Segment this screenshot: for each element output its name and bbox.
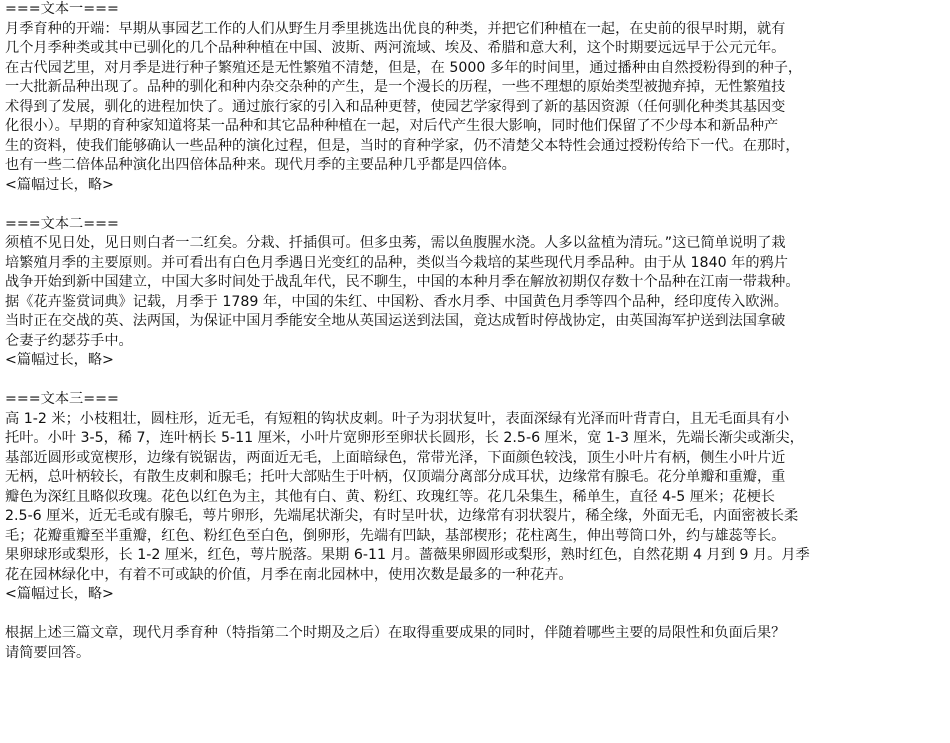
omitted-note: <篇幅过长，略> xyxy=(5,352,114,368)
paragraph-line: 基部近圆形或宽楔形，边缘有锐锯齿，两面近无毛，上面暗绿色，常带光泽，下面颜色较浅，顶生小叶片有柄，侧生小叶片近 xyxy=(5,449,786,466)
paragraph-line: 瓣色为深红且略似玫瑰。花色以红色为主，其他有白、黄、粉红、玫瑰红等。花几朵集生，稀单生，直径 4-5 厘米；花梗长 xyxy=(5,488,775,505)
blank-line xyxy=(5,605,944,625)
paragraph-line: 高 1-2 米；小枝粗壮，圆柱形，近无毛，有短粗的钩状皮刺。叶子为羽状复叶，表面深绿有光泽而叶背青白，且无毛面具有小 xyxy=(5,410,790,427)
paragraph-line: 2.5-6 厘米，近无毛或有腺毛，萼片卵形，先端尾状渐尖，有时呈叶状，边缘常有羽状裂片，稀全缘，外面无毛，内面密被长柔 xyxy=(5,508,799,524)
paragraph-line: 仑妻子约瑟芬手中。 xyxy=(5,332,133,349)
omitted-note: <篇幅过长，略> xyxy=(5,586,114,602)
paragraph-line: 在古代园艺里，对月季是进行种子繁殖还是无性繁殖不清楚，但是，在 5000 多年的时间里，通过播种由自然授粉得到的种子， xyxy=(5,59,803,76)
paragraph-line: 果卵球形或梨形，长 1-2 厘米，红色，萼片脱落。果期 6-11 月。蔷薇果卵圆形或梨形，熟时红色，自然花期 4 月到 9 月。月季 xyxy=(5,547,810,563)
paragraph-line: 培繁殖月季的主要原则。并可看出有白色月季遇日光变红的品种，类似当今栽培的某些现代月季品种。由于从 1840 年的鸦片 xyxy=(5,254,788,271)
section-header: ===文本三=== xyxy=(5,391,119,407)
paragraph-line: 一大批新品种出现了。品种的驯化和种内杂交杂种的产生，是一个漫长的历程，一些不理想的原始类型被抛弃掉，无性繁殖技 xyxy=(5,79,786,95)
paragraph-line: 生的资料，使我们能够确认一些品种的演化过程，但是，当时的育种学家，仍不清楚父本特性会通过授粉传给下一代。在那时， xyxy=(5,137,800,154)
section-header: ===文本一=== xyxy=(5,1,119,17)
paragraph-line: 托叶。小叶 3-5，稀 7，连叶柄长 5-11 厘米，小叶片宽卵形至卵状长圆形，长 2.5-6 厘米，宽 1-3 厘米，先端长渐尖或渐尖， xyxy=(5,430,804,446)
paragraph-line: 月季育种的开端：早期从事园艺工作的人们从野生月季里挑选出优良的种类，并把它们种植在一起，在史前的很早时期，就有 xyxy=(5,20,786,37)
paragraph-line: 几个月季种类或其中已驯化的几个品种种植在中国、波斯、两河流域、埃及、希腊和意大利，这个时期要远远早于公元元年。 xyxy=(5,40,786,56)
section-header: ===文本二=== xyxy=(5,215,119,232)
paragraph-line: 术得到了发展，驯化的进程加快了。通过旅行家的引入和品种更替，使园艺学家得到了新的基因资源（任何驯化种类其基因变 xyxy=(5,98,786,115)
text-section-2 xyxy=(5,215,944,371)
paragraph-line: 也有一些二倍体品种演化出四倍体品种来。现代月季的主要品种几乎都是四倍体。 xyxy=(5,157,516,173)
paragraph-line: 须植不见日处，见日则白者一二红矣。分栽、扦插俱可。但多虫莠，需以鱼腹腥水浇。人多以盆植为清玩。”这已简单说明了栽 xyxy=(5,235,786,251)
text-section-1 xyxy=(5,0,944,195)
paragraph-line: 战争开始到新中国建立，中国大多时间处于战乱年代，民不聊生，中国的本种月季在解放初期仅存数十个品种在江南一带栽种。 xyxy=(5,274,800,290)
text-section-3 xyxy=(5,390,944,605)
question-line: 请简要回答。 xyxy=(5,644,91,661)
paragraph-line: 当时正在交战的英、法两国，为保证中国月季能安全地从英国运送到法国，竟达成暂时停战协定，由英国海军护送到法国拿破 xyxy=(5,313,786,329)
omitted-note: <篇幅过长，略> xyxy=(5,176,114,193)
paragraph-line: 化很小）。早期的育种家知道将某一品种和其它品种种植在一起，对后代产生很大影响，同时他们保留了不少母本和新品种产 xyxy=(5,118,779,134)
paragraph-line: 据《花卉鉴赏词典》记载，月季于 1789 年，中国的朱红、中国粉、香水月季、中国黄色月季等四个品种，经印度传入欧洲。 xyxy=(5,293,788,310)
blank-line xyxy=(5,195,944,215)
blank-line xyxy=(5,371,944,391)
paragraph-line: 花在园林绿化中，有着不可或缺的价值，月季在南北园林中，使用次数是最多的一种花卉。 xyxy=(5,566,573,583)
question-block xyxy=(5,624,944,663)
paragraph-line: 无柄，总叶柄较长，有散生皮刺和腺毛；托叶大部贴生于叶柄，仅顶端分离部分成耳状，边缘常有腺毛。花分单瓣和重瓣，重 xyxy=(5,469,786,485)
paragraph-line: 毛；花瓣重瓣至半重瓣，红色、粉红色至白色，倒卵形，先端有凹缺，基部楔形；花柱离生，伸出萼筒口外，约与雄蕊等长。 xyxy=(5,527,786,544)
question-line: 根据上述三篇文章，现代月季育种（特指第二个时期及之后）在取得重要成果的同时，伴随着哪些主要的局限性和负面后果？ xyxy=(5,625,786,641)
